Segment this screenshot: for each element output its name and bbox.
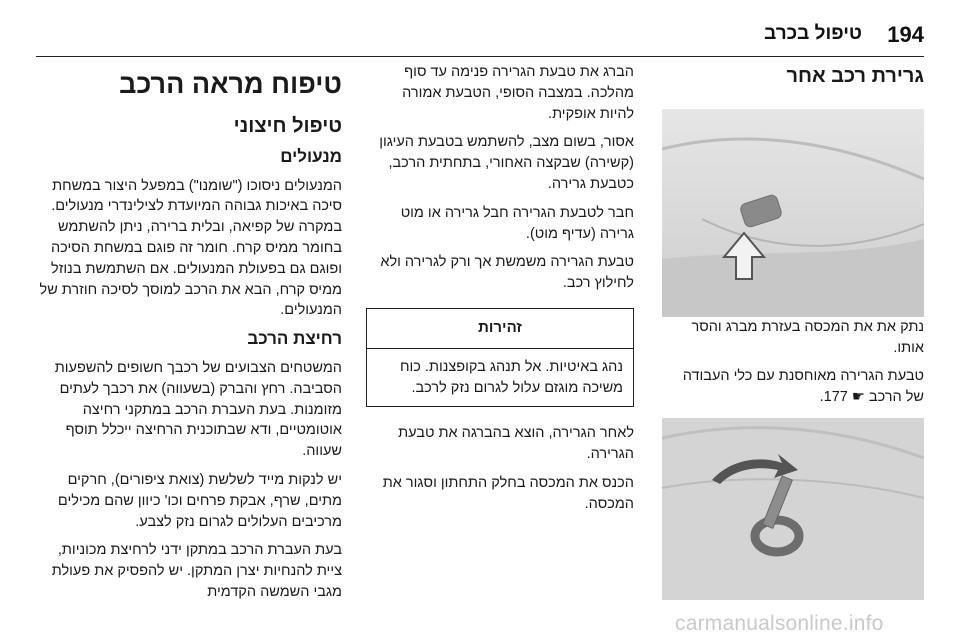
caution-text: נהג באיטיות. אל תנהג בקופצנות. כוח משיכה מוגזם עלול לגרום נזק לרכב.	[399, 358, 623, 396]
exterior-care-heading: טיפול חיצוני	[233, 115, 342, 137]
page-number: 194	[887, 22, 924, 47]
unscrew-eye-text: לאחר הגרירה, הוצא בהברגה את טבעת הגרירה.	[398, 425, 634, 463]
caption-remove-cover: נתק את את המכסה בעזרת מברג והסר אותו.	[691, 318, 924, 356]
washing-text-2: יש לנקות מייד לשלשת (צואת ציפורים), חרקים מתים, שרף, אבקת פרחים וכו' כיוון שהם מכילים מרכיבים העלולים לגרום נזק לצבע.	[57, 471, 342, 530]
rear-lashing-eye-warning-text: אסור, בשום מצב, להשתמש בטבעת העיגון (קשירה) שבקצה האחורי, בתחתית הרכב, כטבעת גרירה.	[379, 134, 634, 192]
towing-eye-photo	[662, 418, 924, 600]
locks-heading: מנעולים	[280, 146, 342, 166]
caution-box	[366, 308, 634, 407]
washing-text-1: המשטחים הצבועים של רכבך חשופים להשפעות הסביבה. רחץ והברק (בשעווה) את רכבך לעתים מזומנות. בעת העברת הרכב במתקני רחיצה אוטומטיים, ודא שבתוכנית הרחיצה ייכלל תוסף שעווה.	[54, 359, 342, 460]
page-header	[36, 22, 924, 57]
section-title: טיפול בכרב	[764, 23, 862, 44]
caution-title: זהירות	[367, 309, 633, 349]
caption-towing-eye-text: טבעת הגרירה מאוחסנת עם כלי העבודה של הרכב	[682, 368, 924, 406]
caption-towing-eye-location: טבעת הגרירה מאוחסנת עם כלי העבודה של הרכב ☛ 177.	[682, 368, 924, 406]
bumper-cover-photo	[662, 109, 924, 317]
locks-text: המנעולים ניסוכו ("שומנו") במפעל היצור במשחת סיכה באיכות גבוהה המיועדת לצילינדרי מנעולים. במקרה של קפיאה, ובלית ברירה, ניתן להשתמש בחומר ממיס קרח. חומר זה פוגם במשחת הסיכה ופוגם גם בפעולת המנעולים. אם השתמשת בנוזל ממיס קרח, הבא את הרכב למוסך לסיכה חוזרת של המנעולים.	[39, 177, 342, 319]
attach-tow-rope-text: חבר לטבעת הגרירה חבל גרירה או מוט גרירה (עדיף מוט).	[400, 204, 634, 242]
middle-column	[366, 62, 634, 642]
left-column	[36, 62, 342, 642]
refit-cover-text: הכנס את המכסה בחלק התחתון וסגור את המכסה.	[382, 474, 634, 512]
site-watermark: carmanualsonline.info	[675, 612, 884, 635]
towing-other-vehicle-heading: גרירת רכב אחר	[786, 65, 924, 87]
washing-heading: רחיצת הרכב	[247, 329, 342, 349]
right-column	[662, 62, 924, 642]
washing-text-3: בעת העברת הרכב במתקן ידני לרחיצת מכוניות, ציית להנחיות יצרן המתקן. יש להפסיק את פעולת מגבי השמשה הקדמית	[51, 542, 342, 600]
page-reference-icon: ☛	[851, 389, 865, 406]
towing-only-text: טבעת הגרירה משמשת אך ורק לגרירה ולא לחילוץ רכב.	[380, 254, 634, 292]
caption-page-reference: 177	[823, 389, 848, 406]
vehicle-care-title: טיפוח מראה הרכב	[119, 69, 342, 99]
screw-in-eye-text: הברג את טבעת הגרירה פנימה עד סוף מהלכה. במצבה הסופי, הטבעת אמורה להיות אופקית.	[402, 64, 634, 122]
